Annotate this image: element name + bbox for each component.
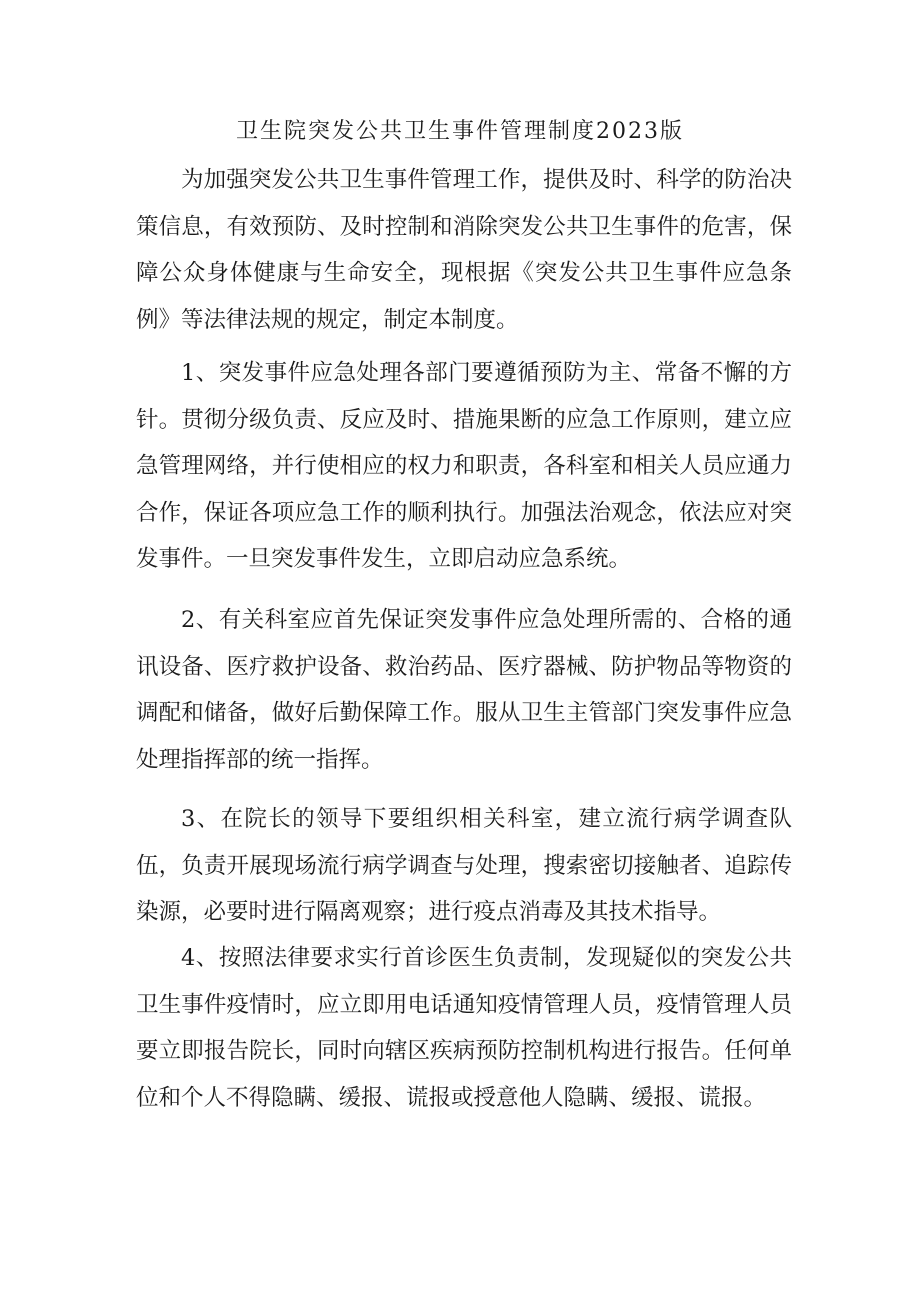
clause-4-paragraph: 4、按照法律要求实行首诊医生负责制，发现疑似的突发公共卫生事件疫情时，应立即用电话通知疫情管理人员，疫情管理人员要立即报告院长，同时向辖区疾病预防控制机构进行报告。任何单位和个人不得隐瞒、缓报、谎报或授意他人隐瞒、缓报、谎报。 bbox=[136, 945, 792, 1111]
intro-paragraph: 为加强突发公共卫生事件管理工作，提供及时、科学的防治决策信息，有效预防、及时控制和消除突发公共卫生事件的危害，保障公众身体健康与生命安全，现根据《突发公共卫生事件应急条例》等法律法规的规定，制定本制度。 bbox=[136, 167, 792, 333]
clause-3-paragraph: 3、在院长的领导下要组织相关科室，建立流行病学调查队伍，负责开展现场流行病学调查与处理，搜索密切接触者、追踪传染源，必要时进行隔离观察；进行疫点消毒及其技术指导。 bbox=[136, 806, 792, 925]
document-title: 卫生院突发公共卫生事件管理制度2023版 bbox=[236, 119, 684, 144]
clause-2-paragraph: 2、有关科室应首先保证突发事件应急处理所需的、合格的通讯设备、医疗救护设备、救治药品、医疗器械、防护物品等物资的调配和储备，做好后勤保障工作。服从卫生主管部门突发事件应急处理指挥部的统一指挥。 bbox=[136, 607, 792, 773]
clause-1-paragraph: 1、突发事件应急处理各部门要遵循预防为主、常备不懈的方针。贯彻分级负责、反应及时、措施果断的应急工作原则，建立应急管理网络，并行使相应的权力和职责，各科室和相关人员应通力合作，保证各项应急工作的顺利执行。加强法治观念，依法应对突发事件。一旦突发事件发生，立即启动应急系统。 bbox=[136, 360, 792, 572]
